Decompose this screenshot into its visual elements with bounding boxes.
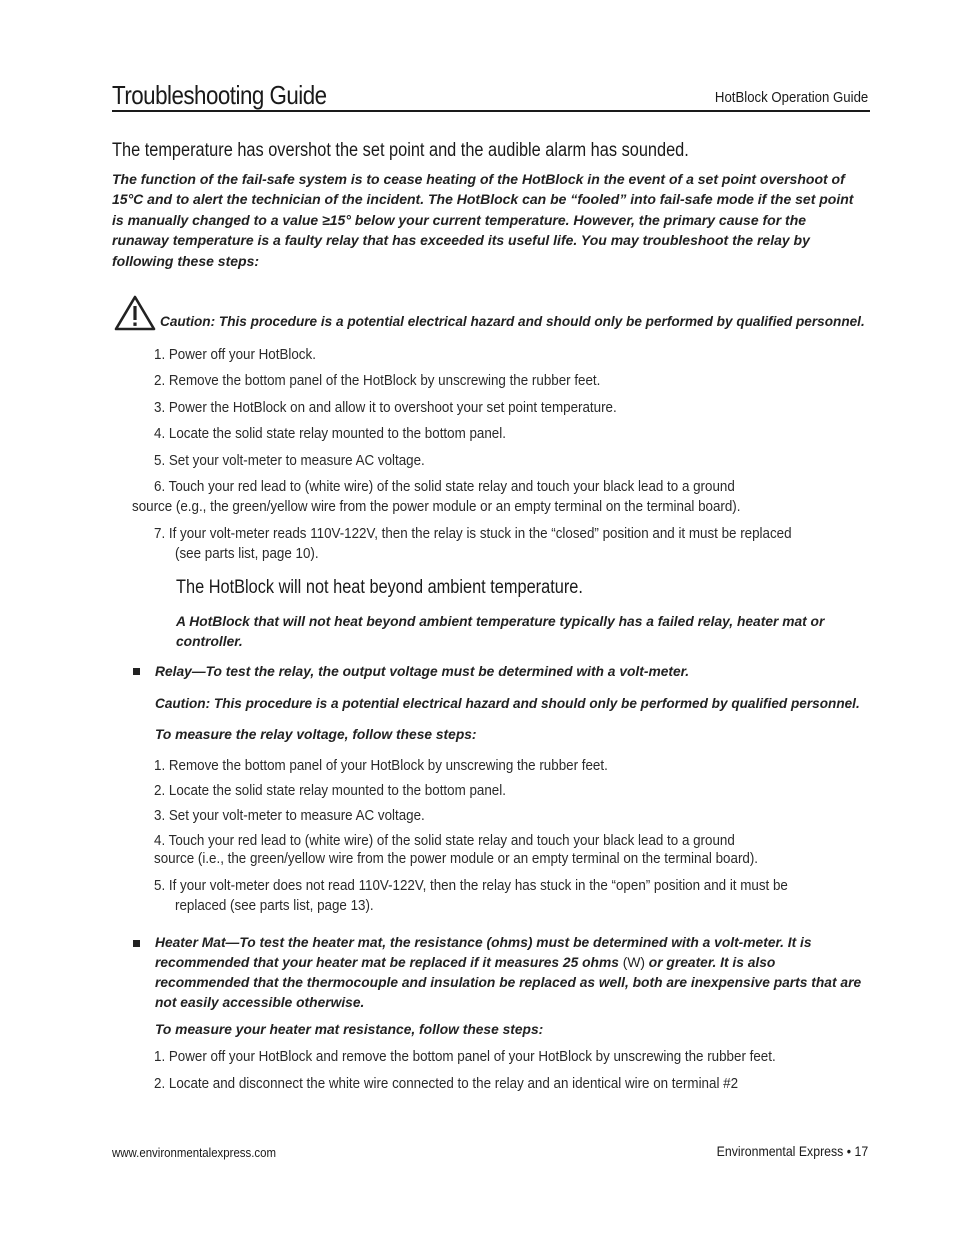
heater-steps-intro: To measure your heater mat resistance, follow these steps: bbox=[155, 1022, 544, 1037]
list-item: 7. If your volt-meter reads 110V-122V, then the relay is stuck in the “closed” position and it must be replaced bbox=[154, 526, 792, 542]
list-item: 5. Set your volt-meter to measure AC voltage. bbox=[154, 453, 425, 469]
guide-name: HotBlock Operation Guide bbox=[714, 89, 868, 106]
list-item: 1. Power off your HotBlock and remove the bottom panel of your HotBlock by unscrewing the rubber feet. bbox=[154, 1049, 776, 1065]
list-item: 6. Touch your red lead to (white wire) of the solid state relay and touch your black lead to a ground bbox=[154, 479, 735, 495]
footer-company-page: Environmental Express • 17 bbox=[716, 1143, 868, 1159]
section2-intro: A HotBlock that will not heat beyond ambient temperature typically has a failed relay, heater mat or controller. bbox=[176, 614, 825, 649]
section1-heading: The temperature has overshot the set point and the audible alarm has sounded. bbox=[112, 140, 689, 161]
list-item: 4. Touch your red lead to (white wire) of the solid state relay and touch your black lead to a ground bbox=[154, 833, 735, 849]
list-item-continuation: source (i.e., the green/yellow wire from the power module or an empty terminal on the terminal board). bbox=[154, 851, 759, 867]
heater-mat-text-line: recommended that the thermocouple and insulation be replaced as well, both are inexpensive parts that are bbox=[155, 975, 862, 990]
heater-mat-text-line: not easily accessible otherwise. bbox=[155, 995, 365, 1010]
footer-website: www.environmentalexpress.com bbox=[112, 1145, 277, 1160]
list-item-continuation: replaced (see parts list, page 13). bbox=[175, 898, 374, 914]
list-item: 3. Power the HotBlock on and allow it to overshoot your set point temperature. bbox=[154, 400, 617, 416]
heater-mat-text-part: or greater. It is also bbox=[648, 955, 776, 970]
list-item: 3. Set your volt-meter to measure AC voltage. bbox=[154, 808, 425, 824]
list-item-continuation: (see parts list, page 10). bbox=[175, 546, 319, 562]
relay-bullet-text: Relay—To test the relay, the output voltage must be determined with a volt-meter. bbox=[155, 664, 690, 679]
list-item: 2. Locate the solid state relay mounted to the bottom panel. bbox=[154, 783, 506, 799]
bullet-marker bbox=[133, 940, 140, 947]
relay-caution-text: Caution: This procedure is a potential electrical hazard and should only be performed by qualified personnel. bbox=[155, 696, 860, 711]
list-item: 2. Remove the bottom panel of the HotBlock by unscrewing the rubber feet. bbox=[154, 373, 601, 389]
list-item: 4. Locate the solid state relay mounted to the bottom panel. bbox=[154, 426, 506, 442]
list-item: 1. Remove the bottom panel of your HotBlock by unscrewing the rubber feet. bbox=[154, 758, 608, 774]
section2-heading: The HotBlock will not heat beyond ambient temperature. bbox=[176, 577, 583, 598]
caution-text: Caution: This procedure is a potential electrical hazard and should only be performed by qualified personnel. bbox=[160, 314, 865, 329]
ohm-symbol: (W) bbox=[622, 955, 645, 970]
heater-mat-text-line bbox=[155, 953, 775, 973]
warning-triangle-icon bbox=[114, 295, 156, 331]
header-rule bbox=[112, 110, 870, 112]
list-item-continuation: source (e.g., the green/yellow wire from the power module or an empty terminal on the terminal board). bbox=[132, 499, 741, 515]
heater-mat-text-part: recommended that your heater mat be replaced if it measures 25 ohms bbox=[155, 955, 619, 970]
list-item: 2. Locate and disconnect the white wire connected to the relay and an identical wire on terminal #2 bbox=[154, 1076, 739, 1092]
section1-intro: The function of the fail-safe system is to cease heating of the HotBlock in the event of a set point overshoot of 15°C and to alert the technician of the incident. The HotBlock can be “fooled” into fail-safe mode if the set point is manually changed to a value ≥15° below your current temperature. However, the primary cause for the runaway temperature is a faulty relay that has exceeded its useful life. You may troubleshoot the relay by following these steps: bbox=[112, 171, 854, 269]
list-item: 5. If your volt-meter does not read 110V-122V, then the relay has stuck in the “open” position and it must be bbox=[154, 878, 788, 894]
bullet-marker bbox=[133, 668, 140, 675]
page-title: Troubleshooting Guide bbox=[112, 80, 327, 110]
relay-steps-intro: To measure the relay voltage, follow these steps: bbox=[155, 727, 477, 742]
list-item: 1. Power off your HotBlock. bbox=[154, 347, 316, 363]
heater-mat-text-line: Heater Mat—To test the heater mat, the resistance (ohms) must be determined with a volt-meter. It is bbox=[155, 935, 812, 950]
